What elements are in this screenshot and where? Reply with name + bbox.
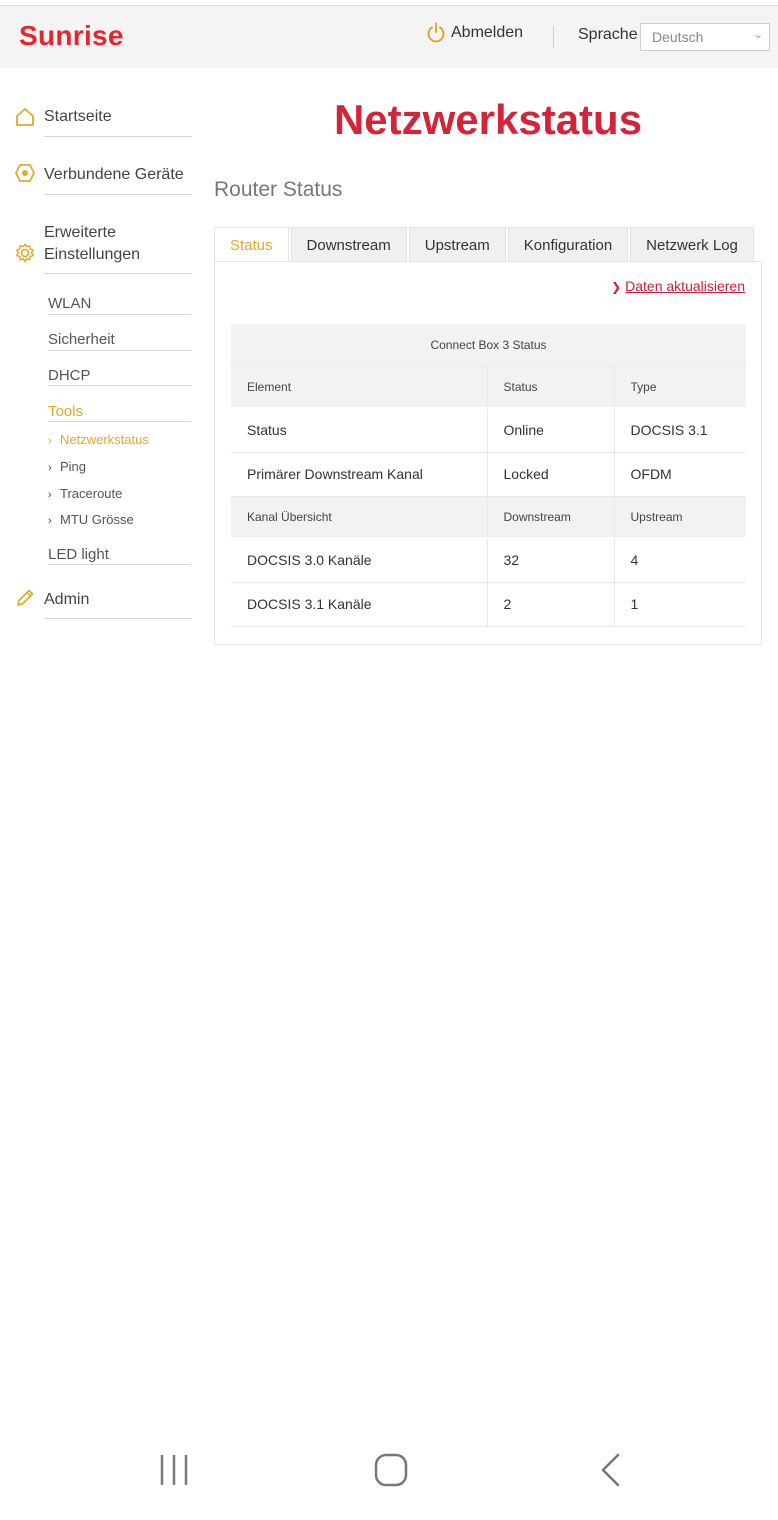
table-header-cell: Downstream xyxy=(487,496,614,538)
table-row xyxy=(231,582,746,626)
sidebar-item-label: Startseite xyxy=(44,108,112,125)
chevron-right-icon: › xyxy=(48,515,52,527)
divider xyxy=(44,273,192,274)
table-cell: Locked xyxy=(487,452,614,496)
table-cell: 1 xyxy=(614,582,746,626)
chevron-right-icon: ❯ xyxy=(611,280,622,294)
table-cell: 2 xyxy=(487,582,614,626)
tools-item-label: Traceroute xyxy=(60,486,123,501)
divider xyxy=(48,314,191,315)
tab-configuration[interactable]: Konfiguration xyxy=(508,227,628,262)
sidebar-sub-security[interactable]: Sicherheit xyxy=(48,331,115,348)
divider xyxy=(44,194,192,195)
table-caption-row xyxy=(231,324,746,366)
table-header-cell: Upstream xyxy=(614,496,746,538)
table-cell: Status xyxy=(231,408,487,452)
logout-label: Abmelden xyxy=(451,24,524,41)
power-icon xyxy=(426,22,446,44)
tab-bar xyxy=(214,227,756,262)
refresh-link[interactable] xyxy=(611,278,745,294)
table-cell: Primärer Downstream Kanal xyxy=(231,452,487,496)
table-row xyxy=(231,408,746,452)
tools-item-network-status[interactable] xyxy=(48,432,149,447)
back-icon[interactable] xyxy=(592,1452,628,1488)
tab-status[interactable]: Status xyxy=(214,227,289,262)
chevron-right-icon: › xyxy=(48,489,52,501)
divider xyxy=(48,385,191,386)
sidebar-item-label: Verbundene Geräte xyxy=(44,166,184,183)
language-select[interactable] xyxy=(640,23,770,51)
chevron-right-icon: › xyxy=(48,435,52,447)
sidebar-sub-tools[interactable]: Tools xyxy=(48,403,84,420)
table-header-row xyxy=(231,366,746,408)
divider xyxy=(48,421,191,422)
sidebar-item-label-line1: Erweiterte xyxy=(44,224,117,241)
sidebar-item-admin[interactable] xyxy=(14,589,192,611)
sidebar-item-label-line2: Einstellungen xyxy=(44,246,141,263)
divider xyxy=(48,350,191,351)
sidebar-sub-led-light[interactable]: LED light xyxy=(48,546,109,563)
sidebar-item-advanced-settings[interactable] xyxy=(14,222,192,266)
tools-item-label: Ping xyxy=(60,459,87,474)
table-header-cell: Type xyxy=(614,366,746,408)
language-label: Sprache xyxy=(578,26,638,43)
divider xyxy=(48,564,191,565)
divider xyxy=(44,136,192,137)
header-bar xyxy=(0,6,778,68)
sidebar-sub-wlan[interactable]: WLAN xyxy=(48,295,92,312)
status-table xyxy=(231,324,746,627)
language-value: Deutsch xyxy=(652,29,704,45)
table-cell: DOCSIS 3.1 xyxy=(614,408,746,452)
brand-logo[interactable]: Sunrise xyxy=(19,20,124,51)
sidebar-item-home[interactable] xyxy=(14,106,192,128)
table-row xyxy=(231,452,746,496)
table-caption: Connect Box 3 Status xyxy=(231,324,746,366)
chevron-right-icon: › xyxy=(48,462,52,474)
table-header-cell: Element xyxy=(231,366,487,408)
sidebar-sub-dhcp[interactable]: DHCP xyxy=(48,367,91,384)
table-cell: 32 xyxy=(487,538,614,582)
table-cell: DOCSIS 3.1 Kanäle xyxy=(231,582,487,626)
header-divider xyxy=(553,26,554,48)
tab-network-log[interactable]: Netzwerk Log xyxy=(630,227,754,262)
tab-downstream[interactable]: Downstream xyxy=(291,227,407,262)
devices-icon xyxy=(14,162,36,184)
pencil-icon xyxy=(14,587,36,609)
table-row xyxy=(231,538,746,582)
divider xyxy=(44,618,192,619)
tools-item-traceroute[interactable] xyxy=(48,486,122,501)
tools-item-label: Netzwerkstatus xyxy=(60,432,149,447)
table-cell: OFDM xyxy=(614,452,746,496)
table-header-cell: Status xyxy=(487,366,614,408)
tab-upstream[interactable]: Upstream xyxy=(409,227,506,262)
android-nav-bar xyxy=(0,1430,778,1520)
table-cell: DOCSIS 3.0 Kanäle xyxy=(231,538,487,582)
sidebar-item-label: Admin xyxy=(44,591,90,608)
gear-icon xyxy=(14,242,36,264)
sidebar-item-connected-devices[interactable] xyxy=(14,164,192,186)
tools-item-label: MTU Grösse xyxy=(60,512,134,527)
page-title: Netzwerkstatus xyxy=(333,96,643,143)
home-button-icon[interactable] xyxy=(373,1452,409,1488)
recent-apps-icon[interactable] xyxy=(156,1452,192,1488)
table-header-cell: Kanal Übersicht xyxy=(231,496,487,538)
logout-button[interactable] xyxy=(426,22,523,44)
table-cell: 4 xyxy=(614,538,746,582)
refresh-label: Daten aktualisieren xyxy=(625,278,745,294)
tools-item-mtu[interactable] xyxy=(48,512,134,527)
home-icon xyxy=(14,106,36,128)
section-title: Router Status xyxy=(214,178,343,201)
tools-item-ping[interactable] xyxy=(48,459,86,474)
table-header-row xyxy=(231,496,746,538)
chevron-down-icon: ⌄ xyxy=(753,29,763,41)
table-cell: Online xyxy=(487,408,614,452)
status-panel xyxy=(214,261,762,645)
